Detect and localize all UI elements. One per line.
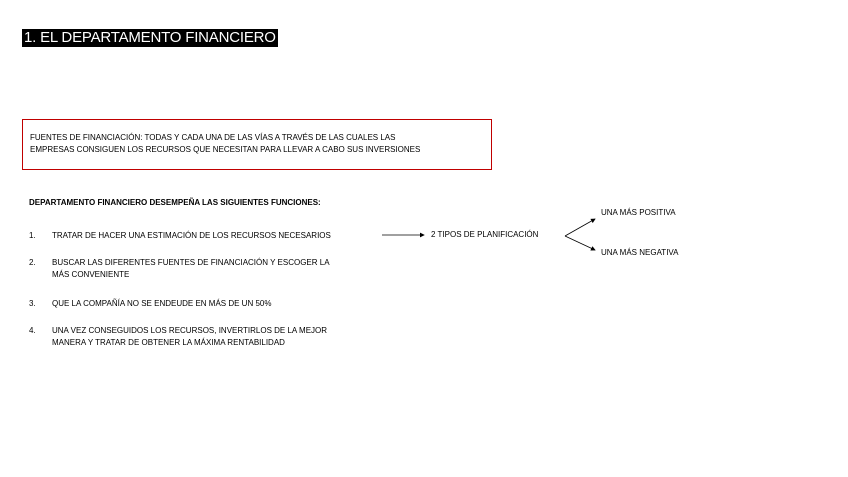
definition-line-1: FUENTES DE FINANCIACIÓN: TODAS Y CADA UNA DE LAS VÍAS A TRAVÉS DE LAS CUALES LAS <box>30 133 396 142</box>
function-number: 2. <box>29 258 36 267</box>
function-number: 3. <box>29 299 36 308</box>
planning-types-label: 2 TIPOS DE PLANIFICACIÓN <box>431 230 539 239</box>
planning-option-positive: UNA MÁS POSITIVA <box>601 208 676 217</box>
arrow-to-positive <box>565 219 595 236</box>
function-number: 1. <box>29 231 36 240</box>
function-text-line: UNA VEZ CONSEGUIDOS LOS RECURSOS, INVERTIRLOS DE LA MEJOR <box>52 326 328 335</box>
function-text-line: TRATAR DE HACER UNA ESTIMACIÓN DE LOS RECURSOS NECESARIOS <box>52 231 331 240</box>
function-text-line: QUE LA COMPAÑÍA NO SE ENDEUDE EN MÁS DE UN 50% <box>52 299 272 308</box>
function-number: 4. <box>29 326 36 335</box>
definition-line-2: EMPRESAS CONSIGUEN LOS RECURSOS QUE NECESITAN PARA LLEVAR A CABO SUS INVERSIONES <box>30 145 421 154</box>
planning-option-negative: UNA MÁS NEGATIVA <box>601 248 679 257</box>
function-text-line: BUSCAR LAS DIFERENTES FUENTES DE FINANCIACIÓN Y ESCOGER LA <box>52 258 330 267</box>
function-text-line: MANERA Y TRATAR DE OBTENER LA MÁXIMA RENTABILIDAD <box>52 338 285 347</box>
arrow-to-negative <box>565 236 595 250</box>
slide-title: 1. EL DEPARTAMENTO FINANCIERO <box>24 29 276 46</box>
functions-heading: DEPARTAMENTO FINANCIERO DESEMPEÑA LAS SIGUIENTES FUNCIONES: <box>29 198 321 207</box>
function-text-line: MÁS CONVENIENTE <box>52 270 130 279</box>
